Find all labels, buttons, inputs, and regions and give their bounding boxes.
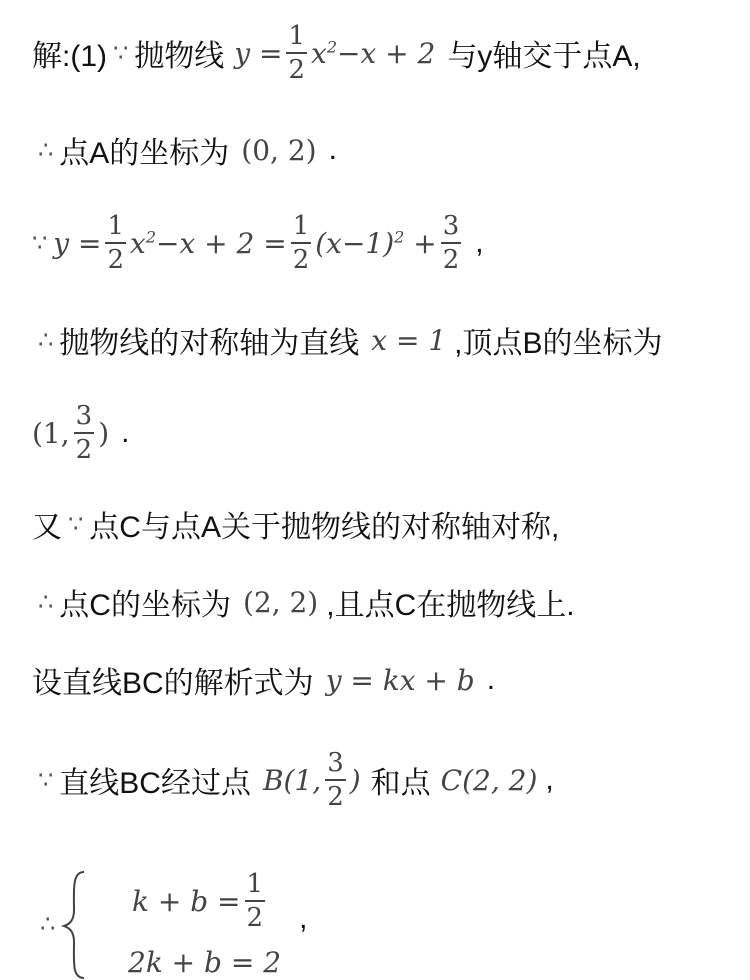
eq-line: y = kx + b [325,663,475,697]
point-b: B(1, [262,763,322,797]
text-parabola: 抛物线 [134,40,225,73]
because-symbol: ∵ [32,229,48,257]
fraction-half: $\frac{1}{2}$ [246,869,264,933]
line-7: ∴ 点C的坐标为 (2, 2) ,且点C在抛物线上. [32,580,575,624]
fraction-half: $\frac{1}{2}$ [292,211,310,275]
coord-b-open: (1, [32,416,70,450]
therefore-symbol: ∴ [38,326,54,354]
fraction-half: $\frac{1}{2}$ [107,211,125,275]
therefore-symbol: ∴ [38,588,54,616]
line-4: ∴ 抛物线的对称轴为直线 x = 1 ,顶点B的坐标为 [32,318,663,362]
text-symmetric: 点C与点A关于抛物线的对称轴对称, [89,511,560,544]
text-point-c: 点C的坐标为 [59,589,231,622]
solution-label: 解:(1) [32,40,107,73]
text-set-line: 设直线BC的解析式为 [32,667,314,700]
coord-c: (2, 2) [242,585,319,619]
line-6: 又 ∵ 点C与点A关于抛物线的对称轴对称, [32,502,559,546]
left-brace-icon [60,870,90,980]
line-1 [32,18,641,88]
text-axis: 抛物线的对称轴为直线 [59,327,360,360]
text-line-passes: 直线BC经过点 [59,767,251,800]
fraction-three-half: $\frac{3}{2}$ [327,748,344,812]
because-symbol: ∵ [113,39,129,67]
line-5: (1, $\frac{3}{2}$ ) . [32,401,130,465]
text-intersect: 与y轴交于点A, [447,40,641,73]
eq-axis: x = 1 [371,323,447,357]
line-8: 设直线BC的解析式为 y = kx + b . [32,658,495,702]
text-point-a: 点A的坐标为 [59,137,230,170]
fraction-three-half: $\frac{3}{2}$ [75,401,93,465]
therefore-symbol: ∴ [38,136,54,164]
fraction-half: $\frac{1}{2}$ [288,21,306,85]
coord-a: (0, 2) [241,133,317,167]
because-symbol: ∵ [38,766,54,794]
fraction-three-half: $\frac{3}{2}$ [442,211,460,275]
point-c: C(2, 2) [440,763,538,797]
line-2: ∴ 点A的坐标为 (0, 2) . [32,128,337,172]
eq-poly: $x^2-x + 2$ [311,36,436,70]
therefore-symbol: ∴ [40,910,56,938]
eq-y: y = [234,36,283,70]
because-symbol: ∵ [68,510,84,538]
line-3: ∵ y = $\frac{1}{2}$ $x^2-x + 2$ = $\frac{1}{2}$ $(x-1)^2$ + $\frac{3}{2}$ , [32,211,484,275]
system-eq-2: 2k + b = 2 [128,945,282,979]
line-9: ∵ 直线BC经过点 B(1, $\frac{3}{2}$ ) 和点 C(2, 2) , [38,748,554,812]
system-eq-1: k + b = $\frac{1}{2}$ , [132,869,308,935]
